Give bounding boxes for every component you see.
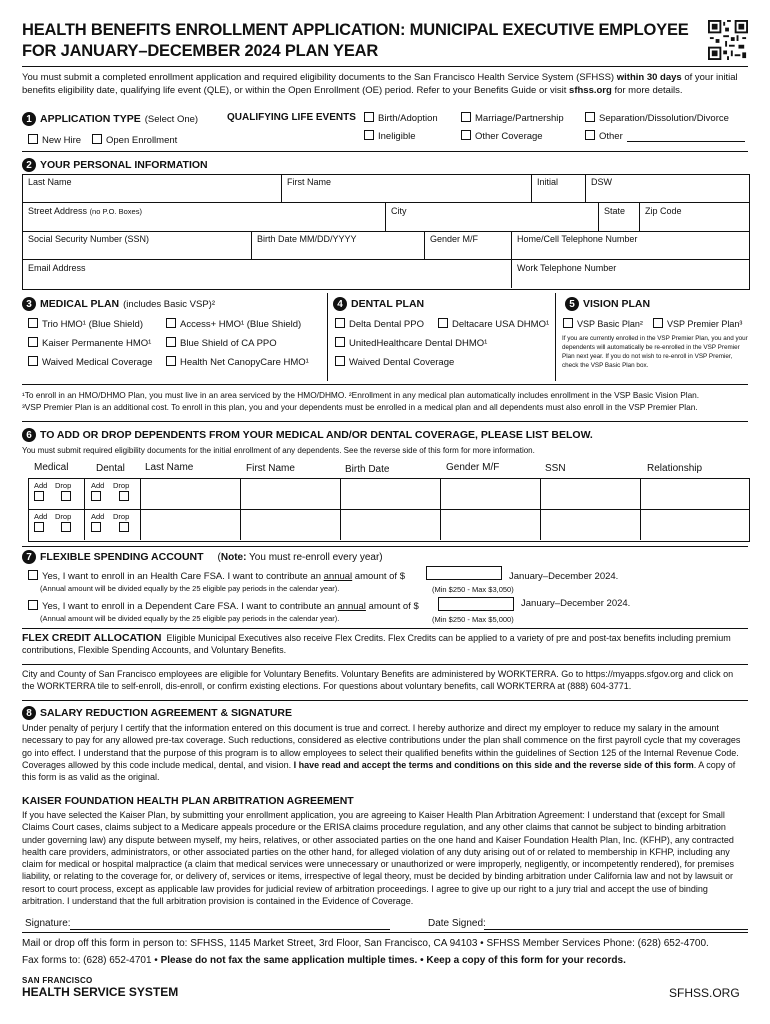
salary-reduction-text: Under penalty of perjury I certify that the information entered on this document is true and correct. I hereby authorize and direct my employer to reduce my salary in the amount necessary to pay for any allowed pre-tax coverage. Such reductions, considered as elective contributions under the plan shall commence on the first payroll cycle that my coverages go into effect. I understand that the purpose of this program is to allow employees to select their qualified benefits within the guidelines of Section 125 of the Internal Revenue Code. Coverages allowed by this code include medical, dental, and vision. I have read and accept the terms and conditions on this side and the reverse side of this form. A copy of this form is as valid as the original. xyxy=(22,723,741,783)
checkbox-icon xyxy=(166,337,176,347)
checkbox-icon xyxy=(91,522,101,532)
column-ssn: SSN xyxy=(545,463,566,474)
application-type-heading: 1 APPLICATION TYPE (Select One) xyxy=(22,112,198,126)
dsw-field[interactable]: DSW xyxy=(591,177,612,187)
checkbox-icon xyxy=(166,356,176,366)
new-hire-checkbox[interactable]: New Hire xyxy=(28,134,81,146)
checkbox-icon xyxy=(335,337,345,347)
dc-range: (Min $250 - Max $5,000) xyxy=(432,615,514,624)
qle-separation-checkbox[interactable]: Separation/Dissolution/Divorce xyxy=(585,112,729,124)
ssn-field[interactable]: Social Security Number (SSN) xyxy=(28,234,150,244)
section-rule xyxy=(22,421,748,422)
access-plus-hmo-checkbox[interactable]: Access+ HMO¹ (Blue Shield) xyxy=(166,318,301,330)
column-medical: Medical xyxy=(34,462,69,473)
header-rule xyxy=(22,66,748,67)
work-phone-field[interactable]: Work Telephone Number xyxy=(517,263,617,273)
section-number: 2 xyxy=(22,158,36,172)
qle-heading: QUALIFYING LIFE EVENTS xyxy=(227,112,356,123)
page-title xyxy=(22,20,692,62)
section-rule xyxy=(22,546,748,547)
qle-other-line[interactable] xyxy=(627,141,745,142)
dependent-care-fsa-checkbox[interactable]: Yes, I want to enroll in a Dependent Care FSA. I want to contribute an annual amount of $ xyxy=(28,600,419,612)
dependents-table xyxy=(28,478,750,542)
section-rule xyxy=(22,384,748,385)
dep1-dental-add[interactable]: Add xyxy=(91,481,105,503)
section-number: 3 xyxy=(22,297,36,311)
checkbox-icon xyxy=(92,134,102,144)
checkbox-icon xyxy=(364,130,374,140)
checkbox-icon xyxy=(335,318,345,328)
dep2-dental-drop[interactable]: Drop xyxy=(113,512,133,534)
intro-text: You must submit a completed enrollment application and required eligibility documents to the San Francisco Health Service System (SFHSS) within 30 days of your initial benefits eligibility date, qualifying life event (QLE), or within the Open Enrollment (OE) period. Refer to your Benefits Guide or visit sfhss.org for more details. xyxy=(22,72,738,96)
section-rule xyxy=(22,628,748,629)
checkbox-icon xyxy=(438,318,448,328)
checkbox-icon xyxy=(563,318,573,328)
open-enrollment-checkbox[interactable]: Open Enrollment xyxy=(92,134,177,146)
website-link[interactable]: SFHSS.ORG xyxy=(669,986,740,1000)
column-first-name: First Name xyxy=(246,463,295,474)
health-care-fsa-amount-input[interactable] xyxy=(426,566,502,580)
checkbox-icon xyxy=(28,600,38,610)
checkbox-icon xyxy=(28,570,38,580)
checkbox-icon xyxy=(585,130,595,140)
checkbox-icon xyxy=(119,522,129,532)
title-line-1: HEALTH BENEFITS ENROLLMENT APPLICATION: MUNICIPAL EXECUTIVE EMPLOYEE xyxy=(22,21,689,39)
checkbox-icon xyxy=(119,491,129,501)
initial-field[interactable]: Initial xyxy=(537,177,559,187)
qle-birth-adoption-checkbox[interactable]: Birth/Adoption xyxy=(364,112,438,124)
health-care-fsa-checkbox[interactable]: Yes, I want to enroll in an Health Care FSA. I want to contribute an annual amount of $ xyxy=(28,570,405,582)
dep2-medical-add[interactable]: Add xyxy=(34,512,48,534)
section-number: 6 xyxy=(22,428,36,442)
home-phone-field[interactable]: Home/Cell Telephone Number xyxy=(517,234,638,244)
dep2-dental-add[interactable]: Add xyxy=(91,512,105,534)
date-signed-label: Date Signed: xyxy=(428,918,486,929)
dep1-dental-drop[interactable]: Drop xyxy=(113,481,133,503)
hc-period: January–December 2024. xyxy=(509,571,619,582)
hc-range: (Min $250 - Max $3,050) xyxy=(432,585,514,594)
blue-shield-ppo-checkbox[interactable]: Blue Shield of CA PPO xyxy=(166,337,277,349)
checkbox-icon xyxy=(335,356,345,366)
section-rule xyxy=(22,700,748,701)
checkbox-icon xyxy=(61,491,71,501)
vision-plan-heading: 5 VISION PLAN xyxy=(565,297,650,311)
personal-info-heading: 2 YOUR PERSONAL INFORMATION xyxy=(22,158,208,172)
checkbox-icon xyxy=(34,491,44,501)
checkbox-icon xyxy=(461,112,471,122)
checkbox-icon xyxy=(585,112,595,122)
signature-label: Signature: xyxy=(25,918,71,929)
checkbox-icon xyxy=(28,318,38,328)
gender-field[interactable]: Gender M/F xyxy=(430,234,479,244)
health-net-checkbox[interactable]: Health Net CanopyCare HMO¹ xyxy=(166,356,309,368)
checkbox-icon xyxy=(653,318,663,328)
qr-code-icon xyxy=(708,20,748,60)
flex-credit-allocation: FLEX CREDIT ALLOCATION Eligible Municipal Executives also receive Flex Credits. Flex Credits can be applied to a variety of pre and post-tax benefits including premium contributions, Flexible Spending Accounts, and Voluntary Benefits. xyxy=(22,632,731,656)
checkbox-icon xyxy=(91,491,101,501)
section-number: 7 xyxy=(22,550,36,564)
vsp-basic-checkbox[interactable]: VSP Basic Plan² xyxy=(563,318,643,329)
checkbox-icon xyxy=(364,112,374,122)
salary-reduction-heading: 8 SALARY REDUCTION AGREEMENT & SIGNATURE xyxy=(22,706,292,720)
column-gender: Gender M/F xyxy=(446,462,500,473)
united-dental-checkbox[interactable]: UnitedHealthcare Dental DHMO¹ xyxy=(335,337,487,349)
city-field[interactable]: City xyxy=(391,206,407,216)
section-number: 4 xyxy=(333,297,347,311)
column-relationship: Relationship xyxy=(647,463,703,474)
section-number: 1 xyxy=(22,112,36,126)
hc-subtext: (Annual amount will be divided equally by the 25 eligible pay periods in the calendar year). xyxy=(40,584,340,593)
checkbox-icon xyxy=(34,522,44,532)
checkbox-icon xyxy=(166,318,176,328)
checkbox-icon xyxy=(61,522,71,532)
dc-subtext: (Annual amount will be divided equally by the 25 eligible pay periods in the calendar year). xyxy=(40,614,340,623)
state-field[interactable]: State xyxy=(604,206,626,216)
column-last-name: Last Name xyxy=(145,462,194,473)
kaiser-arbitration-heading: KAISER FOUNDATION HEALTH PLAN ARBITRATION AGREEMENT xyxy=(22,795,354,807)
qle-marriage-checkbox[interactable]: Marriage/Partnership xyxy=(461,112,564,124)
dep2-medical-drop[interactable]: Drop xyxy=(55,512,75,534)
waived-dental-checkbox[interactable]: Waived Dental Coverage xyxy=(335,356,454,368)
deltacare-usa-checkbox[interactable]: Deltacare USA DHMO¹ xyxy=(438,318,549,330)
dep1-medical-add[interactable]: Add xyxy=(34,481,48,503)
title-line-2: FOR JANUARY–DECEMBER 2024 PLAN YEAR xyxy=(22,42,379,60)
checkbox-icon xyxy=(28,337,38,347)
column-dental: Dental xyxy=(96,463,125,474)
section-rule xyxy=(22,932,748,933)
zip-code-field[interactable]: Zip Code xyxy=(645,206,682,216)
dependents-subtitle: You must submit required eligibility documents for the initial enrollment of any dependents. See the reverse side of this form for more information. xyxy=(22,446,535,455)
section-number: 5 xyxy=(565,297,579,311)
dependents-heading: 6 TO ADD OR DROP DEPENDENTS FROM YOUR MEDICAL AND/OR DENTAL COVERAGE, PLEASE LIST BELOW. xyxy=(22,428,593,442)
section-number: 8 xyxy=(22,706,36,720)
first-name-field[interactable]: First Name xyxy=(287,177,332,187)
date-signed-line[interactable] xyxy=(484,929,748,930)
checkbox-icon xyxy=(28,356,38,366)
section-rule xyxy=(22,664,748,665)
mail-instructions: Mail or drop off this form in person to: SFHSS, 1145 Market Street, 3rd Floor, San Francisco, CA 94103 • SFHSS Member Services Phone: (628) 652-4700. xyxy=(22,938,709,949)
last-name-field[interactable]: Last Name xyxy=(28,177,72,187)
street-address-field[interactable]: Street Address (no P.O. Boxes) xyxy=(28,206,142,216)
trio-hmo-checkbox[interactable]: Trio HMO¹ (Blue Shield) xyxy=(28,318,143,330)
dep1-medical-drop[interactable]: Drop xyxy=(55,481,75,503)
medical-plan-heading: 3 MEDICAL PLAN (includes Basic VSP)² xyxy=(22,297,215,311)
qle-other-coverage-checkbox[interactable]: Other Coverage xyxy=(461,130,543,142)
kaiser-hmo-checkbox[interactable]: Kaiser Permanente HMO¹ xyxy=(28,337,151,349)
email-field[interactable]: Email Address xyxy=(28,263,86,273)
qle-ineligible-checkbox[interactable]: Ineligible xyxy=(364,130,416,142)
dc-period: January–December 2024. xyxy=(521,598,631,609)
fax-instructions: Fax forms to: (628) 652-4701 • Please do not fax the same application multiple times. • Keep a copy of this form for your records. xyxy=(22,955,626,966)
vsp-premier-checkbox[interactable]: VSP Premier Plan³ xyxy=(653,318,742,329)
dependent-care-fsa-amount-input[interactable] xyxy=(438,597,514,611)
checkbox-icon xyxy=(28,134,38,144)
fsa-heading: 7 FLEXIBLE SPENDING ACCOUNT (Note: You must re-enroll every year) xyxy=(22,550,383,564)
delta-dental-ppo-checkbox[interactable]: Delta Dental PPO xyxy=(335,318,424,330)
section-rule xyxy=(22,151,748,152)
waived-medical-checkbox[interactable]: Waived Medical Coverage xyxy=(28,356,153,368)
plan-footnotes: ¹To enroll in an HMO/DHMO Plan, you must live in an area serviced by the HMO/DHMO. ²Enrollment in any medical plan automatically includes enrollment in the VSP Basic Vision Plan. ³VSP Premier Plan is an additional cost. To enroll in this plan, you and your dependents must be enrolled in a medical plan and all dependents must also enroll in the VSP Premier Plan. xyxy=(22,390,700,412)
birth-date-field[interactable]: Birth Date MM/DD/YYYY xyxy=(257,234,357,244)
dental-plan-heading: 4 DENTAL PLAN xyxy=(333,297,424,311)
qle-other-checkbox[interactable]: Other xyxy=(585,130,623,142)
column-birth-date: Birth Date xyxy=(345,464,390,475)
checkbox-icon xyxy=(461,130,471,140)
signature-line[interactable] xyxy=(70,929,390,930)
sfhss-logo: SAN FRANCISCO HEALTH SERVICE SYSTEM xyxy=(22,976,179,999)
vision-plan-note: If you are currently enrolled in the VSP Premier Plan, you and your dependents will automatically be re-enrolled in the VSP Premier Plan next year. If you do not wish to re-enroll in VSP Premier, check the VSP Basic Plan box. xyxy=(562,335,748,369)
kaiser-arbitration-text: If you have selected the Kaiser Plan, by submitting your enrollment application, you are agreeing to Kaiser Health Plan Arbitration Agreement: I understand that (except for Small Claims Court cases, claims subject to a Medicare appeals procedure or the ERISA claims procedure regulation, and any other claims that cannot be subject to binding arbitration under governing law) any dispute between myself, my heirs, relatives, or other associated parties on the one hand and Kaiser Foundation Health Plan, Inc. (KFHP), any contracted health care providers, administrators, or other associated parties on the other hand, for alleged violation of any duty arising out of or related to membership in KFHP, including any claim for medical or hospital malpractice (a claim that medical services were unnecessary or unauthorized or were improperly, negligently, or incompetently rendered), for premises liability, or relating to the coverage for, or delivery of, services or items, irrespective of legal theory, must be decided by binding arbitration under California law and not by lawsuit or resort to court process, except as applicable law provides for judicial review of arbitration proceedings. I agree to give up our right to a jury trial and accept the use of binding arbitration. I understand that the full arbitration provision is contained in the Evidence of Coverage. xyxy=(22,810,734,907)
voluntary-benefits-text: City and County of San Francisco employees are eligible for Voluntary Benefits. Voluntary Benefits are administered by WORKTERRA. Go to https://myapps.sfgov.org and click on the WORKTERRA tile to self-enroll, dis-enroll, or confirm existing elections. For questions about voluntary benefits, call WORKTERRA at (888) 604-3771. xyxy=(22,669,734,692)
